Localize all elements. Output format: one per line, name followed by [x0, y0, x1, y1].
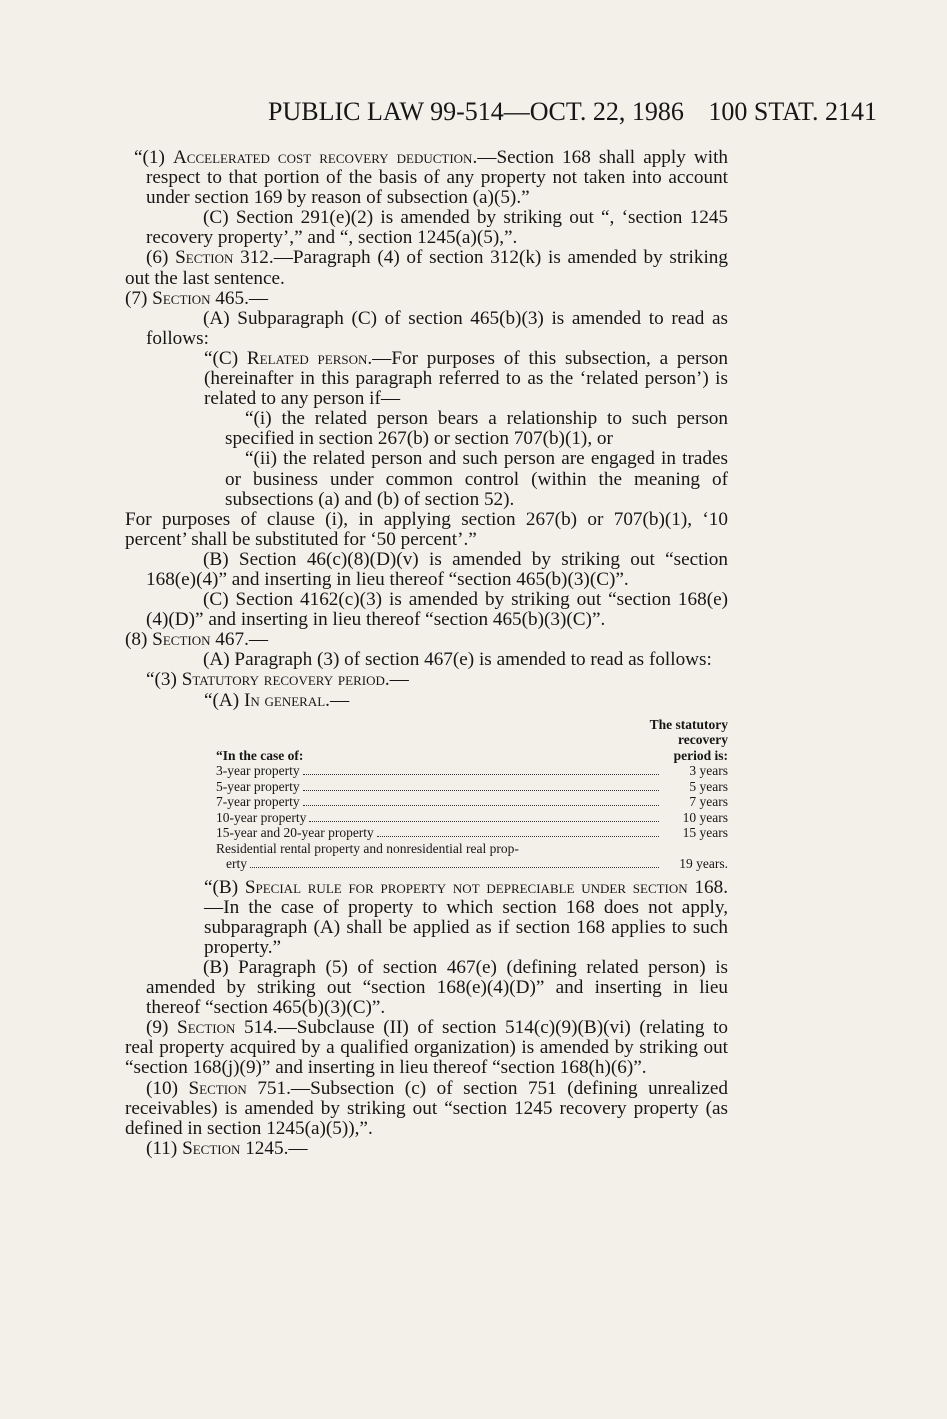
recovery-period-table [216, 717, 728, 872]
page-header [268, 97, 877, 127]
table-row: 15-year and 20-year property 15 years [216, 825, 728, 841]
document-body [125, 147, 728, 1159]
paragraph-section-514: (9) Section 514.—Subclause (II) of section 514(c)(9)(B)(vi) (relating to real property acquired by a qualified organization) is amended by striking out “section 168(j)(9)” and inserting in lieu thereof “section 168(h)(6)”. [125, 1017, 728, 1079]
paragraph-section-1245: (11) Section 1245.— [146, 1137, 308, 1159]
paragraph-in-general: “(A) In general.— [204, 689, 350, 711]
paragraph-statutory-recovery: “(3) Statutory recovery period.— [146, 669, 409, 691]
paragraph-section-312: (6) Section 312.—Paragraph (4) of section 312(k) is amended by striking out the last sentence. [125, 247, 728, 289]
paragraph-465-c: (C) Section 4162(c)(3) is amended by striking out “section 168(e)(4)(D)” and inserting in lieu thereof “section 465(b)(3)(C)”. [146, 589, 728, 631]
header-title: PUBLIC LAW 99-514—OCT. 22, 1986 [268, 97, 684, 126]
paragraph-accelerated-cost-recovery: “(1) Accelerated cost recovery deduction.—Section 168 shall apply with respect to that portion of the basis of any property not taken into account under section 169 by reason of subsection (a)(5).” [134, 147, 728, 209]
paragraph-special-rule: “(B) Special rule for property not depreciable under section 168.—In the case of property to which section 168 does not apply, subparagraph (A) shall be applied as if section 168 applies to such property.” [204, 876, 728, 958]
header-page-citation: 100 STAT. 2141 [708, 97, 877, 126]
table-row: 10-year property 10 years [216, 809, 728, 825]
table-header [216, 717, 728, 764]
paragraph-467-a: (A) Paragraph (3) of section 467(e) is amended to read as follows: [203, 649, 712, 671]
table-left-header: “In the case of: [216, 747, 304, 763]
table-row-residential: Residential rental property and nonresidential real prop- erty 19 years. [216, 840, 728, 872]
table-right-header: The statutory recovery period is: [649, 716, 728, 763]
paragraph-5c: (C) Section 291(e)(2) is amended by striking out “, ‘section 1245 recovery property’,” and “, section 1245(a)(5),”. [146, 207, 728, 249]
paragraph-related-person: “(C) Related person.—For purposes of this subsection, a person (hereinafter in this paragraph referred to as the ‘related person’) is related to any person if— [204, 347, 728, 410]
paragraph-465-a: (A) Subparagraph (C) of section 465(b)(3) is amended to read as follows: [146, 307, 728, 349]
table-row: 5-year property 5 years [216, 778, 728, 794]
paragraph-clause-ii: “(ii) the related person and such person are engaged in trades or business under common control (within the meaning of subsections (a) and (b) of section 52). [225, 448, 728, 510]
paragraph-section-467: (8) Section 467.— [125, 629, 269, 651]
paragraph-465-b: (B) Section 46(c)(8)(D)(v) is amended by striking out “section 168(e)(4)” and inserting in lieu thereof “section 465(b)(3)(C)”. [146, 548, 728, 590]
paragraph-467-b: (B) Paragraph (5) of section 467(e) (defining related person) is amended by striking out “section 168(e)(4)(D)” and inserting in lieu thereof “section 465(b)(3)(C)”. [146, 957, 728, 1019]
table-row: 7-year property 7 years [216, 794, 728, 810]
paragraph-section-465: (7) Section 465.— [125, 287, 269, 309]
paragraph-clause-i: “(i) the related person bears a relationship to such person specified in section 267(b) or section 707(b)(1), or [225, 408, 728, 450]
table-row: 3-year property 3 years [216, 763, 728, 779]
paragraph-for-purposes: For purposes of clause (i), in applying section 267(b) or 707(b)(1), ‘10 percent’ shall be substituted for ‘50 percent’.” [125, 508, 728, 550]
paragraph-section-751: (10) Section 751.—Subsection (c) of section 751 (defining unrealized receivables) is amended by striking out “section 1245 recovery property (as defined in section 1245(a)(5)),”. [125, 1077, 728, 1139]
